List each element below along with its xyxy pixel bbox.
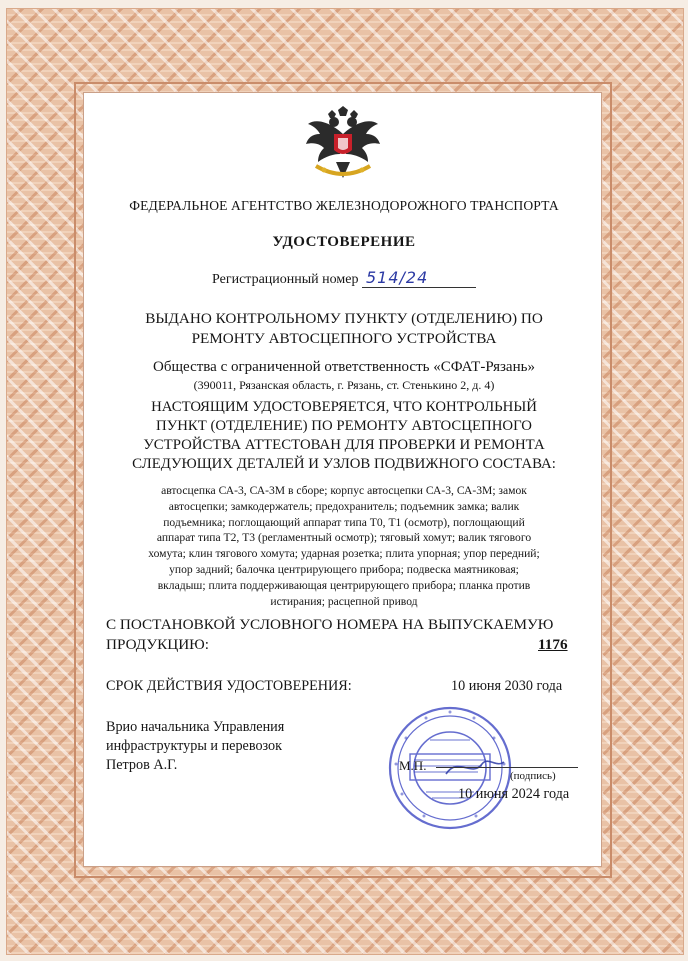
issued-line-2: РЕМОНТУ АВТОСЦЕПНОГО УСТРОЙСТВА [191, 330, 497, 347]
signatory-position-line-1: Врио начальника Управления [106, 719, 285, 735]
certify-line-3: УСТРОЙСТВА АТТЕСТОВАН ДЛЯ ПРОВЕРКИ И РЕМОНТА [143, 437, 545, 453]
signatory-position-line-2: инфраструктуры и перевозок [106, 738, 283, 754]
registration-line [0, 268, 688, 288]
parts-line: подъемника; поглощающий аппарат типа Т0, Т1 (осмотр), поглощающий [163, 515, 525, 529]
signatory-name: Петров А.Г. [106, 757, 178, 773]
issue-date: 10 июня 2024 года [458, 786, 570, 802]
parts-line: истирания; расцепной привод [270, 594, 418, 608]
parts-line: упор задний; балочка центрирующего прибора; подвеска маятниковая; [169, 562, 519, 576]
parts-line: автосцепка СА-3, СА-3М в сборе; корпус автосцепки СА-3, СА-3М; замок [161, 484, 527, 497]
certify-line-1: НАСТОЯЩИМ УДОСТОВЕРЯЕТСЯ, ЧТО КОНТРОЛЬНЫЙ [151, 399, 537, 415]
validity-date: 10 июня 2030 года [451, 678, 563, 694]
stamp-place-label: М.П. [399, 758, 427, 773]
double-headed-eagle-emblem-icon [294, 104, 392, 184]
parts-line: вкладыш; плита поддерживающая центрирующего прибора; планка против [157, 578, 531, 592]
product-code-number: 1176 [538, 636, 568, 653]
validity-label: СРОК ДЕЙСТВИЯ УДОСТОВЕРЕНИЯ: [106, 678, 352, 694]
parts-line: аппарат типа Т2, Т3 (регламентный осмотр); тяговый хомут; валик тягового [156, 531, 532, 545]
product-code-label: ПРОДУКЦИЮ: [106, 636, 210, 653]
certify-line-4: СЛЕДУЮЩИХ ДЕТАЛЕЙ И УЗЛОВ ПОДВИЖНОГО СОСТАВА: [132, 456, 556, 472]
parts-line: автосцепки; замкодержатель; предохранитель; подъемник замка; валик [168, 499, 520, 513]
agency-name: ФЕДЕРАЛЬНОЕ АГЕНТСТВО ЖЕЛЕЗНОДОРОЖНОГО ТРАНСПОРТА [129, 198, 559, 213]
organization-name: Общества с ограниченной ответственность «СФАТ-Рязань» [153, 359, 535, 375]
document-title: УДОСТОВЕРЕНИЕ [272, 234, 416, 250]
parts-line: хомута; клин тягового хомута; ударная розетка; плита упорная; упор передний; [148, 547, 540, 561]
signature-caption: (подпись) [510, 770, 556, 782]
issued-line-1: ВЫДАНО КОНТРОЛЬНОМУ ПУНКТУ (ОТДЕЛЕНИЮ) ПО [145, 310, 543, 327]
product-code-line-1: С ПОСТАНОВКОЙ УСЛОВНОГО НОМЕРА НА ВЫПУСКАЕМУЮ [106, 616, 554, 633]
certify-line-2: ПУНКТ (ОТДЕЛЕНИЕ) ПО РЕМОНТУ АВТОСЦЕПНОГО [156, 418, 532, 434]
parts-list [106, 483, 582, 609]
signature-line [436, 767, 578, 768]
registration-number: 514/24 [362, 268, 476, 288]
registration-label: Регистрационный номер [212, 272, 359, 287]
organization-address: (390011, Рязанская область, г. Рязань, ст. Стенькино 2, д. 4) [193, 378, 495, 392]
